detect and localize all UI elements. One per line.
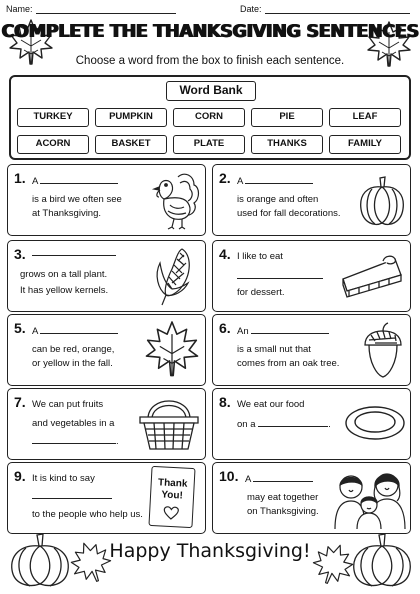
question-text: It is kind to say	[32, 473, 95, 484]
basket-icon	[136, 393, 202, 455]
word-bank-word: TURKEY	[17, 108, 89, 127]
question-10	[212, 462, 411, 534]
pumpkin-icon	[348, 528, 416, 590]
question-text: An	[237, 326, 249, 337]
question-text: on Thanksgiving.	[247, 506, 319, 517]
question-number: 8.	[219, 394, 231, 410]
question-text: or yellow in the fall.	[32, 358, 113, 369]
question-text: .	[328, 419, 331, 430]
turkey-icon	[144, 169, 202, 231]
question-text: We eat our food	[237, 399, 305, 410]
name-label: Name:	[6, 4, 33, 14]
question-6	[212, 314, 411, 386]
word-bank-word: PUMPKIN	[95, 108, 167, 127]
question-text: I like to eat	[237, 251, 283, 262]
question-text: and vegetables in a	[32, 418, 115, 429]
date-label: Date:	[240, 4, 262, 14]
date-line[interactable]	[265, 4, 410, 14]
question-number: 3.	[14, 246, 26, 262]
answer-blank[interactable]	[32, 247, 116, 256]
word-bank-word: FAMILY	[329, 135, 401, 154]
acorn-icon	[361, 321, 405, 381]
question-3	[7, 240, 206, 312]
answer-blank[interactable]	[251, 325, 329, 334]
word-bank-word: PLATE	[173, 135, 245, 154]
question-text: for dessert.	[237, 287, 285, 298]
question-text: is a bird we often see	[32, 194, 122, 205]
word-bank-word: CORN	[173, 108, 245, 127]
answer-blank[interactable]	[40, 325, 118, 334]
question-text: A	[237, 176, 243, 187]
word-bank-word: ACORN	[17, 135, 89, 154]
question-number: 9.	[14, 468, 26, 484]
question-5	[7, 314, 206, 386]
question-text: used for fall decorations.	[237, 208, 341, 219]
card-text: Thank	[157, 477, 188, 490]
question-text: A	[32, 326, 38, 337]
question-number: 7.	[14, 394, 26, 410]
question-text: grows on a tall plant.	[20, 269, 108, 280]
question-number: 4.	[219, 246, 231, 262]
answer-blank[interactable]	[32, 435, 116, 444]
instructions: Choose a word from the box to finish each sentence.	[75, 55, 345, 67]
question-text: A	[32, 176, 38, 187]
card-text: You!	[161, 489, 184, 502]
word-bank	[9, 75, 411, 160]
name-field[interactable]	[6, 4, 176, 14]
question-text: comes from an oak tree.	[237, 358, 340, 369]
question-number: 6.	[219, 320, 231, 336]
question-text: at Thanksgiving.	[32, 208, 102, 219]
answer-blank[interactable]	[253, 473, 313, 482]
family-icon	[329, 465, 409, 531]
word-bank-word: BASKET	[95, 135, 167, 154]
answer-blank[interactable]	[40, 175, 118, 184]
question-text: on a	[237, 419, 256, 430]
name-line[interactable]	[36, 4, 176, 14]
word-bank-word: LEAF	[329, 108, 401, 127]
question-4	[212, 240, 411, 312]
answer-blank[interactable]	[237, 270, 323, 279]
question-2	[212, 164, 411, 236]
footer-message: Happy Thanksgiving!	[109, 540, 311, 562]
page-title: COMPLETE THE THANKSGIVING SENTENCES	[1, 22, 419, 42]
answer-blank[interactable]	[258, 418, 328, 427]
question-text: We can put fruits	[32, 399, 104, 410]
maple-leaf-icon	[144, 319, 200, 381]
answer-blank[interactable]	[32, 490, 112, 499]
question-7	[7, 388, 206, 460]
plate-icon	[343, 403, 407, 443]
heart-icon	[163, 506, 180, 521]
question-number: 1.	[14, 170, 26, 186]
pie-icon	[339, 251, 407, 301]
question-text: to the people who help us.	[32, 509, 143, 520]
thank-you-card	[148, 466, 195, 528]
question-text: .	[116, 436, 119, 447]
answer-blank[interactable]	[245, 175, 313, 184]
question-number: 2.	[219, 170, 231, 186]
question-text: A	[245, 474, 251, 485]
question-text: is orange and often	[237, 194, 319, 205]
word-bank-word: PIE	[251, 108, 323, 127]
question-9	[7, 462, 206, 534]
question-number: 5.	[14, 320, 26, 336]
question-1	[7, 164, 206, 236]
question-text: It has yellow kernels.	[20, 285, 109, 296]
question-number: 10.	[219, 468, 239, 484]
pumpkin-icon	[357, 173, 407, 229]
date-field[interactable]	[240, 4, 410, 14]
question-text: can be red, orange,	[32, 344, 115, 355]
corn-icon	[144, 245, 200, 309]
word-bank-word: THANKS	[251, 135, 323, 154]
word-bank-title: Word Bank	[166, 81, 256, 101]
question-8	[212, 388, 411, 460]
question-text: may eat together	[247, 492, 319, 503]
question-text: is a small nut that	[237, 344, 311, 355]
